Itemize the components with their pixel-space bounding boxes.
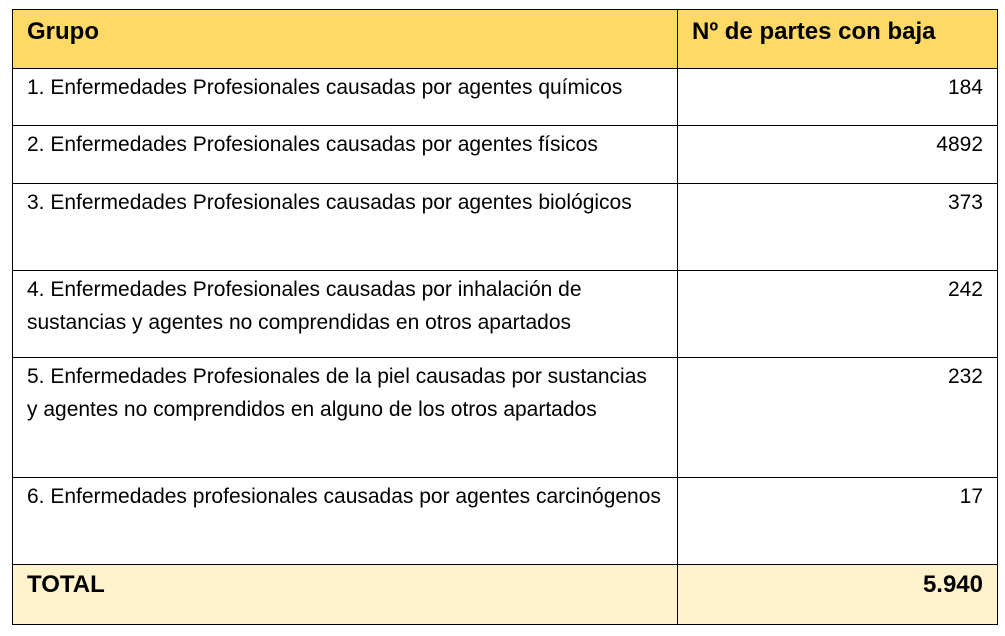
count-cell xyxy=(678,271,998,358)
group-label: 2. Enfermedades Profesionales causadas por agentes físicos xyxy=(27,133,598,156)
count-cell xyxy=(678,478,998,565)
group-cell xyxy=(13,184,678,271)
header-count xyxy=(678,10,998,69)
table-header-row xyxy=(13,10,998,69)
group-cell xyxy=(13,69,678,126)
total-value: 5.940 xyxy=(922,571,983,598)
total-label: TOTAL xyxy=(27,571,105,598)
disease-table xyxy=(12,9,998,625)
table-row xyxy=(13,126,998,184)
group-cell xyxy=(13,478,678,565)
count-cell xyxy=(678,358,998,478)
count-value: 4892 xyxy=(936,133,983,156)
table-row xyxy=(13,184,998,271)
count-cell xyxy=(678,184,998,271)
table-row xyxy=(13,358,998,478)
table-row xyxy=(13,478,998,565)
count-cell xyxy=(678,126,998,184)
group-cell xyxy=(13,271,678,358)
group-label: 1. Enfermedades Profesionales causadas por agentes químicos xyxy=(27,76,623,99)
table-row xyxy=(13,271,998,358)
group-label: 5. Enfermedades Profesionales de la piel causadas por sustancias y agentes no comprendidos en alguno de los otros apartados xyxy=(27,365,647,421)
count-value: 17 xyxy=(959,485,983,508)
count-value: 232 xyxy=(947,365,983,388)
header-group-label: Grupo xyxy=(27,18,99,45)
header-count-label: Nº de partes con baja xyxy=(692,18,936,45)
group-cell xyxy=(13,358,678,478)
table-row xyxy=(13,69,998,126)
total-value-cell xyxy=(678,565,998,625)
count-cell xyxy=(678,69,998,126)
total-row xyxy=(13,565,998,625)
count-value: 242 xyxy=(947,278,983,301)
group-label: 3. Enfermedades Profesionales causadas por agentes biológicos xyxy=(27,191,632,214)
group-label: 6. Enfermedades profesionales causadas por agentes carcinógenos xyxy=(27,485,661,508)
header-group xyxy=(13,10,678,69)
count-value: 373 xyxy=(947,191,983,214)
count-value: 184 xyxy=(947,76,983,99)
total-label-cell xyxy=(13,565,678,625)
group-cell xyxy=(13,126,678,184)
group-label: 4. Enfermedades Profesionales causadas por inhalación de sustancias y agentes no comprendidas en otros apartados xyxy=(27,278,582,334)
